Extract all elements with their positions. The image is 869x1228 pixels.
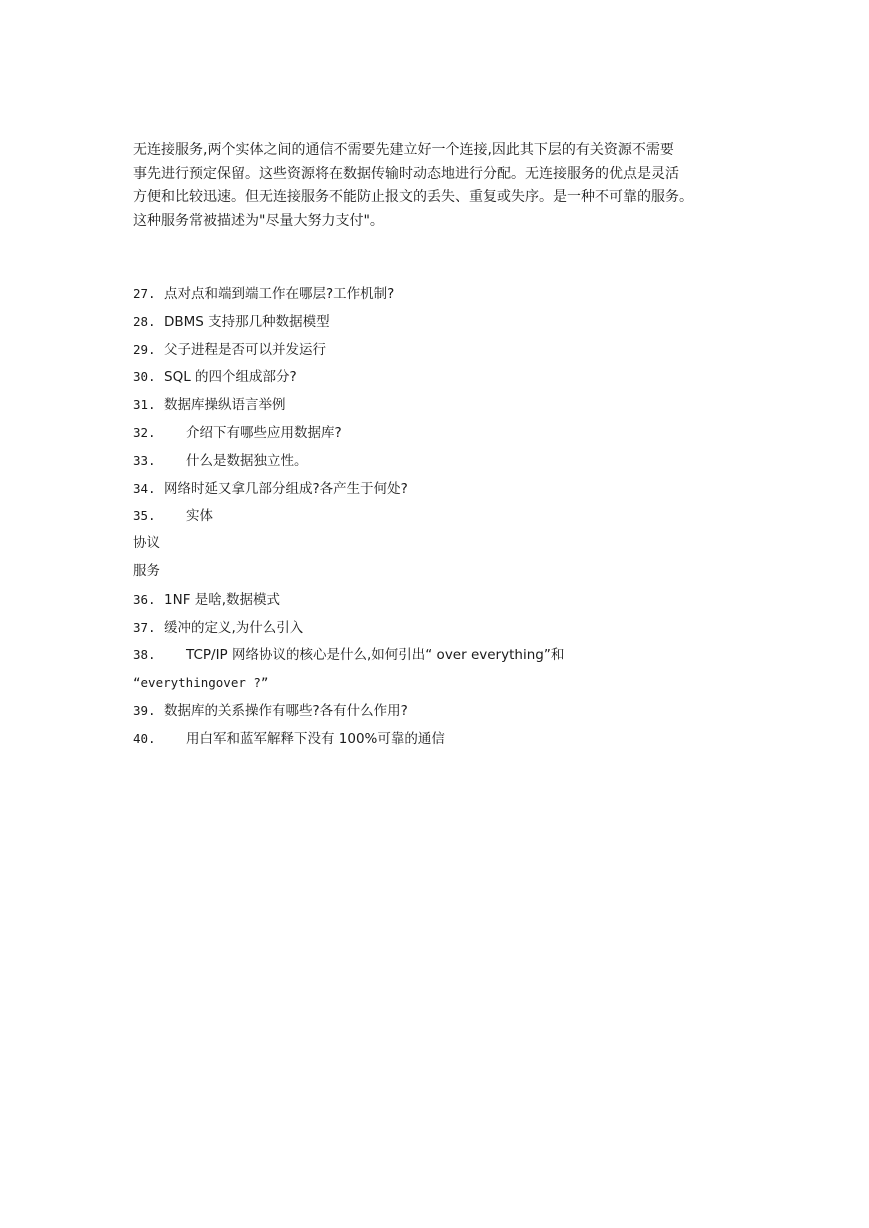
list-item (133, 475, 753, 503)
list-item (133, 280, 753, 308)
item-text: 父子进程是否可以并发运行 (164, 341, 326, 358)
item-text: 缓冲的定义,为什么引入 (164, 619, 304, 636)
item-text: SQL 的四个组成部分? (164, 369, 297, 386)
item-number: 35. (133, 508, 156, 524)
paragraph-line: 方便和比较迅速。但无连接服务不能防止报文的丢失、重复或失序。是一种不可靠的服务。 (133, 189, 693, 205)
item-text: 协议 (133, 535, 160, 552)
item-text: 用白军和蓝军解释下没有 100%可靠的通信 (186, 730, 445, 747)
item-number: 37. (133, 619, 156, 635)
item-number: 40. (133, 730, 156, 746)
item-number: 30. (133, 369, 156, 385)
item-text: TCP/IP 网络协议的核心是什么,如何引出“ over everything”和 (186, 647, 565, 664)
list-item (133, 725, 753, 753)
item-text: 服务 (133, 562, 160, 579)
list-item (133, 669, 753, 697)
item-text: 数据库的关系操作有哪些?各有什么作用? (164, 702, 408, 719)
item-number: 28. (133, 313, 156, 329)
item-number: 34. (133, 480, 156, 496)
list-item (133, 697, 753, 725)
item-text: “everythingover ?” (133, 675, 269, 691)
item-number: 29. (133, 341, 156, 357)
list-item (133, 391, 753, 419)
item-text: 网络时延又拿几部分组成?各产生于何处? (164, 480, 408, 497)
list-item (133, 363, 753, 391)
paragraph-line: 无连接服务,两个实体之间的通信不需要先建立好一个连接,因此其下层的有关资源不需要 (133, 142, 674, 158)
item-text: 介绍下有哪些应用数据库? (186, 424, 342, 441)
item-number: 39. (133, 702, 156, 718)
paragraph-line: 这种服务常被描述为"尽量大努力支付"。 (133, 212, 384, 229)
list-item (133, 558, 753, 586)
item-number: 31. (133, 397, 156, 413)
intro-paragraph (133, 139, 753, 233)
list-item (133, 447, 753, 475)
list-item (133, 419, 753, 447)
item-text: 实体 (186, 508, 213, 525)
list-item (133, 530, 753, 558)
list-item (133, 308, 753, 336)
item-number: 32. (133, 424, 156, 440)
item-text: 点对点和端到端工作在哪层?工作机制? (164, 286, 395, 302)
list-item (133, 614, 753, 642)
item-text: DBMS 支持那几种数据模型 (164, 313, 330, 330)
list-item (133, 586, 753, 614)
item-number: 27. (133, 286, 156, 301)
list-item (133, 641, 753, 669)
item-text: 数据库操纵语言举例 (164, 397, 286, 414)
item-text: 1NF 是啥,数据模式 (164, 591, 281, 608)
item-text: 什么是数据独立性。 (186, 452, 308, 469)
paragraph-line: 事先进行预定保留。这些资源将在数据传输时动态地进行分配。无连接服务的优点是灵活 (133, 165, 679, 182)
item-number: 36. (133, 591, 156, 607)
item-number: 33. (133, 452, 156, 468)
list-item (133, 502, 753, 530)
list-item (133, 336, 753, 364)
item-number: 38. (133, 647, 156, 663)
question-list (133, 280, 753, 753)
